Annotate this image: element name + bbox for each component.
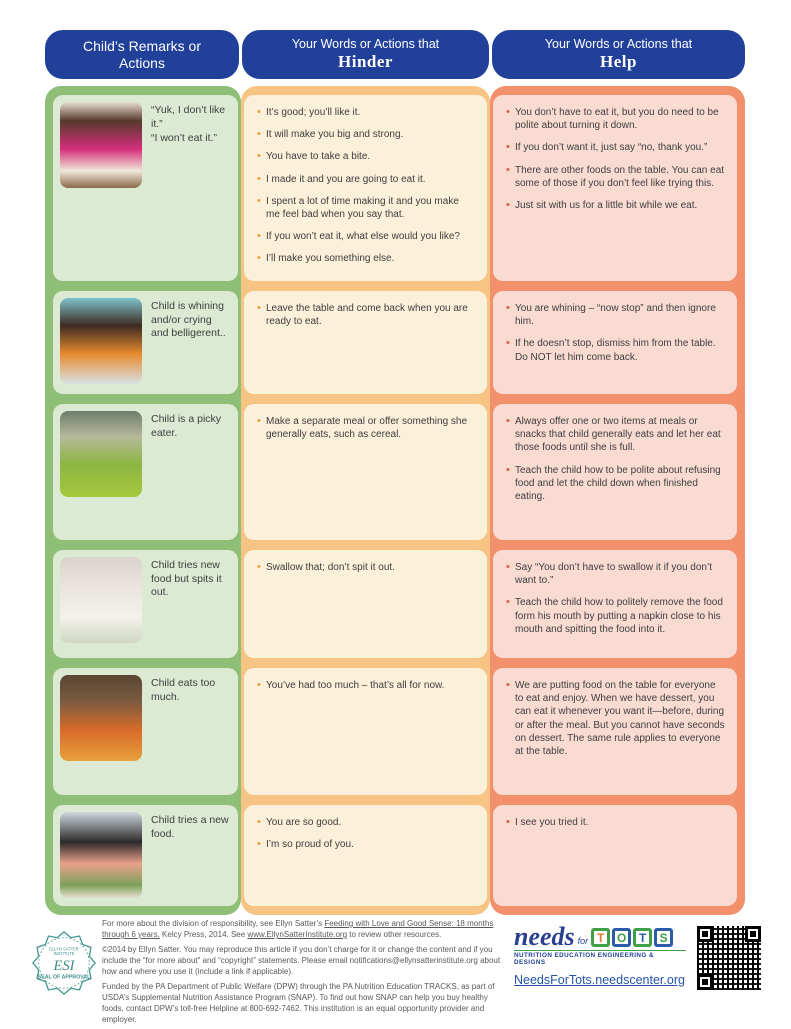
remark-cell [53, 291, 238, 394]
help-list [506, 106, 725, 212]
qr-finder-icon [745, 926, 761, 942]
hinder-list [257, 561, 475, 574]
help-item: • Say “You don’t have to swallow it if you don’t want to.” [506, 561, 725, 587]
remark-cell [53, 404, 238, 540]
hinder-item: • It will make you big and strong. [257, 128, 475, 141]
child-remark [151, 298, 231, 342]
child-remark [151, 102, 231, 147]
help-item: • You don’t have to eat it, but you do need to be polite about turning it down. [506, 106, 725, 132]
esi-seal-of-approval [30, 924, 98, 1002]
help-list [506, 302, 725, 364]
help-list [506, 679, 725, 758]
remark-line: Child is whining and/or crying and belligerent.. [151, 300, 226, 340]
footer-fine-print [102, 918, 504, 1029]
needs-for-tots-brand [514, 918, 689, 989]
hinder-cell [244, 404, 487, 540]
comparison-table [45, 30, 745, 915]
logo-word-needs: needs [514, 922, 575, 951]
text-segment: Kelcy Press, 2014. See [159, 930, 248, 940]
logo-tagline: NUTRITION EDUCATION ENGINEERING & DESIGNS [514, 950, 686, 966]
footer-paragraph-2: ©2014 by Ellyn Satter. You may reproduce this article if you don’t charge for it or change the content and if you include the “for more about” and “copyright” statements. Please email notifications@ellynsatterinstitute.org about how and where you use it (include a link if applicable). [102, 945, 501, 977]
help-list [506, 415, 725, 503]
hinder-item: • Leave the table and come back when you are ready to eat. [257, 302, 475, 328]
help-list [506, 561, 725, 636]
help-item: • We are putting food on the table for everyone to eat and enjoy. When we have dessert, you can eat it whenever you want it—before, during or after the meal. But you cannot have seconds on dessert. The same rule applies to everyone at the table. [506, 679, 725, 758]
needs-for-tots-logo [514, 922, 689, 951]
letter-block-t1: T [591, 928, 610, 947]
child-whining-photo [60, 298, 142, 384]
help-cell [493, 805, 737, 906]
text-segment: to review other resources. [347, 930, 442, 940]
help-cell [493, 404, 737, 540]
help-item: • If you don’t want it, just say “no, thank you.” [506, 141, 725, 154]
child-spitting-food-photo [60, 557, 142, 643]
help-item: • Just sit with us for a little bit while we eat. [506, 199, 725, 212]
child-remark [151, 812, 231, 842]
header-text: Your Words or Actions that [544, 37, 693, 52]
qr-code [697, 926, 761, 990]
help-item: • You are whining – “now stop” and then ignore him. [506, 302, 725, 328]
hinder-list [257, 415, 475, 441]
header-emphasis: Help [600, 52, 637, 72]
satter-institute-link[interactable]: www.EllynSatterInstitute.org [247, 930, 348, 940]
book-title-link[interactable]: Feeding with Love and Good Sense: 18 months through 6 years, [102, 919, 494, 940]
child-remark [151, 557, 231, 601]
remark-line: “I won’t eat it.” [151, 132, 217, 145]
svg-text:ELLYN SATTER: ELLYN SATTER [49, 946, 79, 952]
help-cell [493, 291, 737, 394]
remark-line: Child eats too much. [151, 677, 216, 703]
footer [30, 918, 761, 1029]
help-item: • I see you tried it. [506, 816, 725, 829]
hinder-cell [244, 95, 487, 281]
help-cell [493, 95, 737, 281]
help-item: • Teach the child how to be polite about refusing food and let the child down when finished eating. [506, 464, 725, 504]
qr-finder-icon [697, 974, 713, 990]
header-text: Child’s Remarks or Actions [83, 38, 201, 71]
logo-word-for: for [577, 936, 589, 947]
needs-for-tots-link[interactable]: NeedsForTots.needscenter.org [514, 973, 685, 988]
help-item: • If he doesn’t stop, dismiss him from the table. Do NOT let him come back. [506, 337, 725, 363]
help-item: • Teach the child how to politely remove the food form his mouth by putting a napkin close to his mouth and spitting the food into it. [506, 596, 725, 636]
table-grid [45, 86, 745, 915]
letter-block-o: O [612, 928, 631, 947]
text-segment: For more about the division of responsibility, see Ellyn Satter’s [102, 919, 325, 928]
hinder-item: • It’s good; you’ll like it. [257, 106, 475, 119]
child-remark [151, 411, 231, 441]
svg-text:INSTITUTE: INSTITUTE [53, 951, 75, 957]
hinder-item: • I made it and you are going to eat it. [257, 173, 475, 186]
column-header-hinder [242, 30, 489, 79]
help-item: • There are other foods on the table. You can eat some of those if you don’t feel like trying this. [506, 164, 725, 190]
hinder-list [257, 302, 475, 328]
hinder-list [257, 679, 475, 692]
hinder-item: • You’ve had too much – that’s all for now. [257, 679, 475, 692]
remark-line: Child is a picky eater. [151, 413, 222, 439]
hinder-item: • I’ll make you something else. [257, 252, 475, 265]
help-item: • Always offer one or two items at meals or snacks that child generally eats and let her eat those foods until she is full. [506, 415, 725, 455]
picky-eater-photo [60, 411, 142, 497]
child-trying-new-food-photo [60, 812, 142, 898]
hinder-list [257, 106, 475, 266]
hinder-list [257, 816, 475, 851]
remark-line: Child tries a new food. [151, 814, 229, 840]
hinder-cell [244, 291, 487, 394]
hinder-item: • If you won’t eat it, what else would you like? [257, 230, 475, 243]
column-header-remarks [45, 30, 239, 79]
hinder-cell [244, 805, 487, 906]
child-eating-spaghetti-photo [60, 675, 142, 761]
remark-line: “Yuk, I don’t like it.” [151, 104, 226, 130]
hinder-item: • You are so good. [257, 816, 475, 829]
footer-paragraph-3: Funded by the PA Department of Public Welfare (DPW) through the PA Nutrition Education TRACKS, as part of USDA’s Supplemental Nutrition Assistance Program (SNAP). To find out how SNAP can help you buy healthy foods, contact DPW’s toll-free Helpline at 800-692-7462. This institution is an equal opportunity provider and employer. [102, 982, 495, 1025]
help-cell [493, 550, 737, 658]
letter-block-s: S [654, 928, 673, 947]
remark-cell [53, 95, 238, 281]
svg-text:SEAL OF APPROVAL: SEAL OF APPROVAL [37, 974, 91, 981]
hinder-item: • I’m so proud of you. [257, 838, 475, 851]
help-cell [493, 668, 737, 795]
remark-line: Child tries new food but spits it out. [151, 559, 222, 599]
remark-cell [53, 805, 238, 906]
svg-text:ESI: ESI [53, 957, 75, 974]
remark-cell [53, 550, 238, 658]
header-row [45, 30, 745, 79]
hinder-item: • Swallow that; don’t spit it out. [257, 561, 475, 574]
column-header-help [492, 30, 745, 79]
footer-paragraph-1 [102, 918, 504, 940]
hinder-item: • I spent a lot of time making it and you make me feel bad when you say that. [257, 195, 475, 221]
toddler-refusing-food-photo [60, 102, 142, 188]
header-text: Your Words or Actions that [291, 37, 440, 52]
tots-letter-blocks [591, 928, 673, 947]
help-list [506, 816, 725, 829]
child-remark [151, 675, 231, 705]
hinder-item: • You have to take a bite. [257, 150, 475, 163]
table-body [45, 86, 745, 915]
hinder-cell [244, 550, 487, 658]
header-emphasis: Hinder [338, 52, 393, 72]
remark-cell [53, 668, 238, 795]
qr-finder-icon [697, 926, 713, 942]
letter-block-t2: T [633, 928, 652, 947]
hinder-item: • Make a separate meal or offer something she generally eats, such as cereal. [257, 415, 475, 441]
hinder-cell [244, 668, 487, 795]
